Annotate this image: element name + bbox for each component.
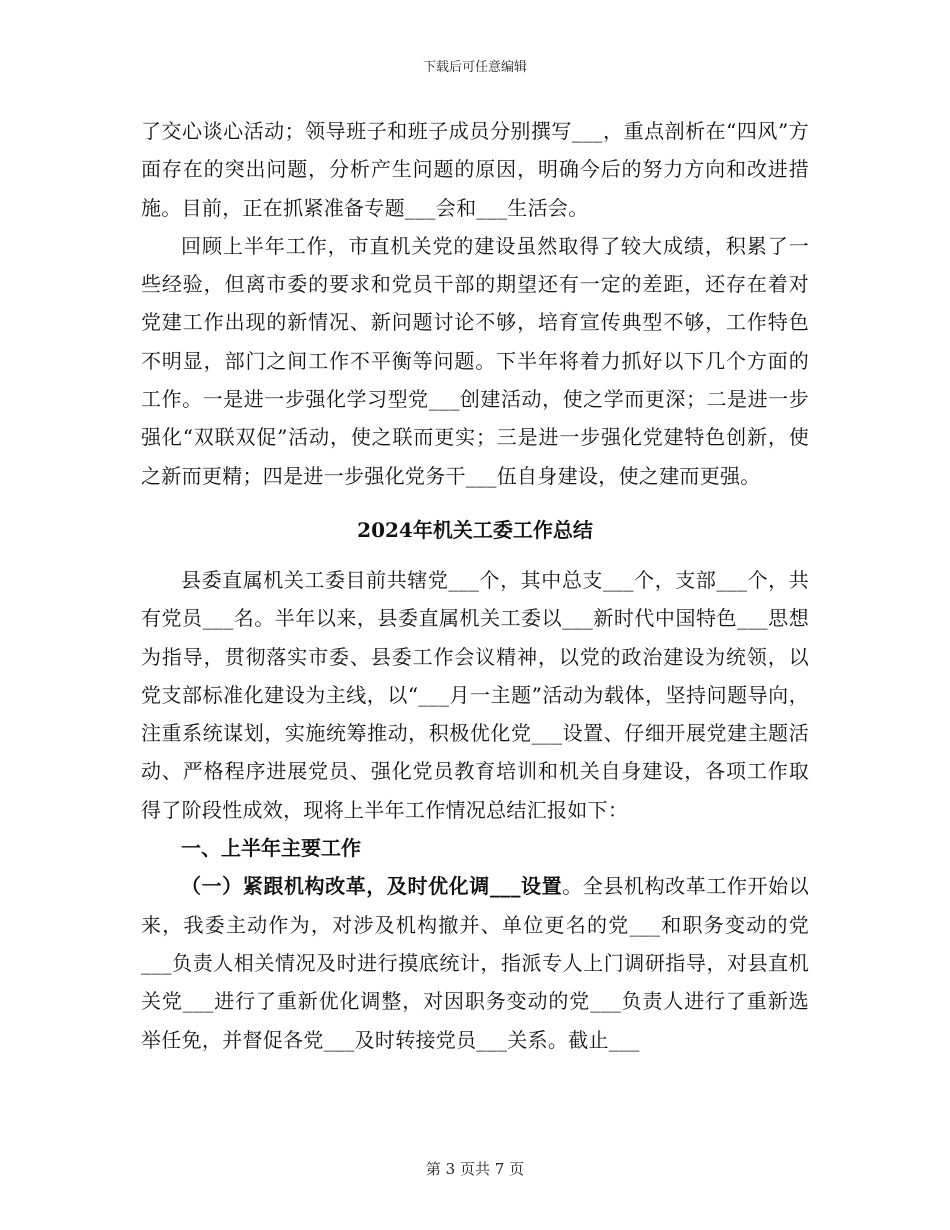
- paragraph-review: 回顾上半年工作，市直机关党的建设虽然取得了较大成绩，积累了一些经验，但离市委的要求和党员干部的期望还有一定的差距，还存在着对党建工作出现的新情况、新问题讨论不够，培育宣传典型不够，工作特色不明显，部门之间工作不平衡等问题。下半年将着力抓好以下几个方面的工作。一是进一步强化学习型党___创建活动，使之学而更深；二是进一步强化“双联双促”活动，使之联而更实；三是进一步强化党建特色创新，使之新而更精；四是进一步强化党务干___伍自身建设，使之建而更强。: [141, 233, 809, 488]
- paragraph-intro: 县委直属机关工委目前共辖党___个，其中总支___个，支部___个，共有党员___名。半年以来，县委直属机关工委以___新时代中国特色___思想为指导，贯彻落实市委、县委工作会议精神，以党的政治建设为统领，以党支部标准化建设为主线，以“___月一主题”活动为载体，坚持问题导向，注重系统谋划，实施统筹推动，积极优化党___设置、仔细开展党建主题活动、严格程序进展党员、强化党员教育培训和机关自身建设，各项工作取得了阶段性成效，现将上半年工作情况总结汇报如下：: [141, 567, 809, 822]
- header-note: 下载后可任意编辑: [422, 60, 527, 75]
- section-heading: 一、上半年主要工作: [181, 836, 361, 861]
- page-number: 第 3 页共 7 页: [425, 1160, 525, 1178]
- subsection-body: 。全县机构改革工作开始以来，我委主动作为，对涉及机构撤并、单位更名的党___和职务变动的党___负责人相关情况及时进行摸底统计，指派专人上门调研指导，对县直机关党___进行了重新优化调整，对因职务变动的党___负责人进行了重新选举任免，并督促各党___及时转接党员___关系。截止___: [141, 874, 810, 1052]
- subsection-title: （一）紧跟机构改革，及时优化调___设置: [181, 874, 563, 899]
- paragraph-continuation: 了交心谈心活动；领导班子和班子成员分别撰写___，重点剖析在“四风”方面存在的突出问题，分析产生问题的原因，明确今后的努力方向和改进措施。目前，正在抓紧准备专题___会和___生活会。: [141, 119, 809, 220]
- document-body: [141, 112, 809, 1059]
- document-title: 2024年机关工委工作总结: [357, 517, 593, 542]
- paragraph-subsection: [141, 867, 809, 1058]
